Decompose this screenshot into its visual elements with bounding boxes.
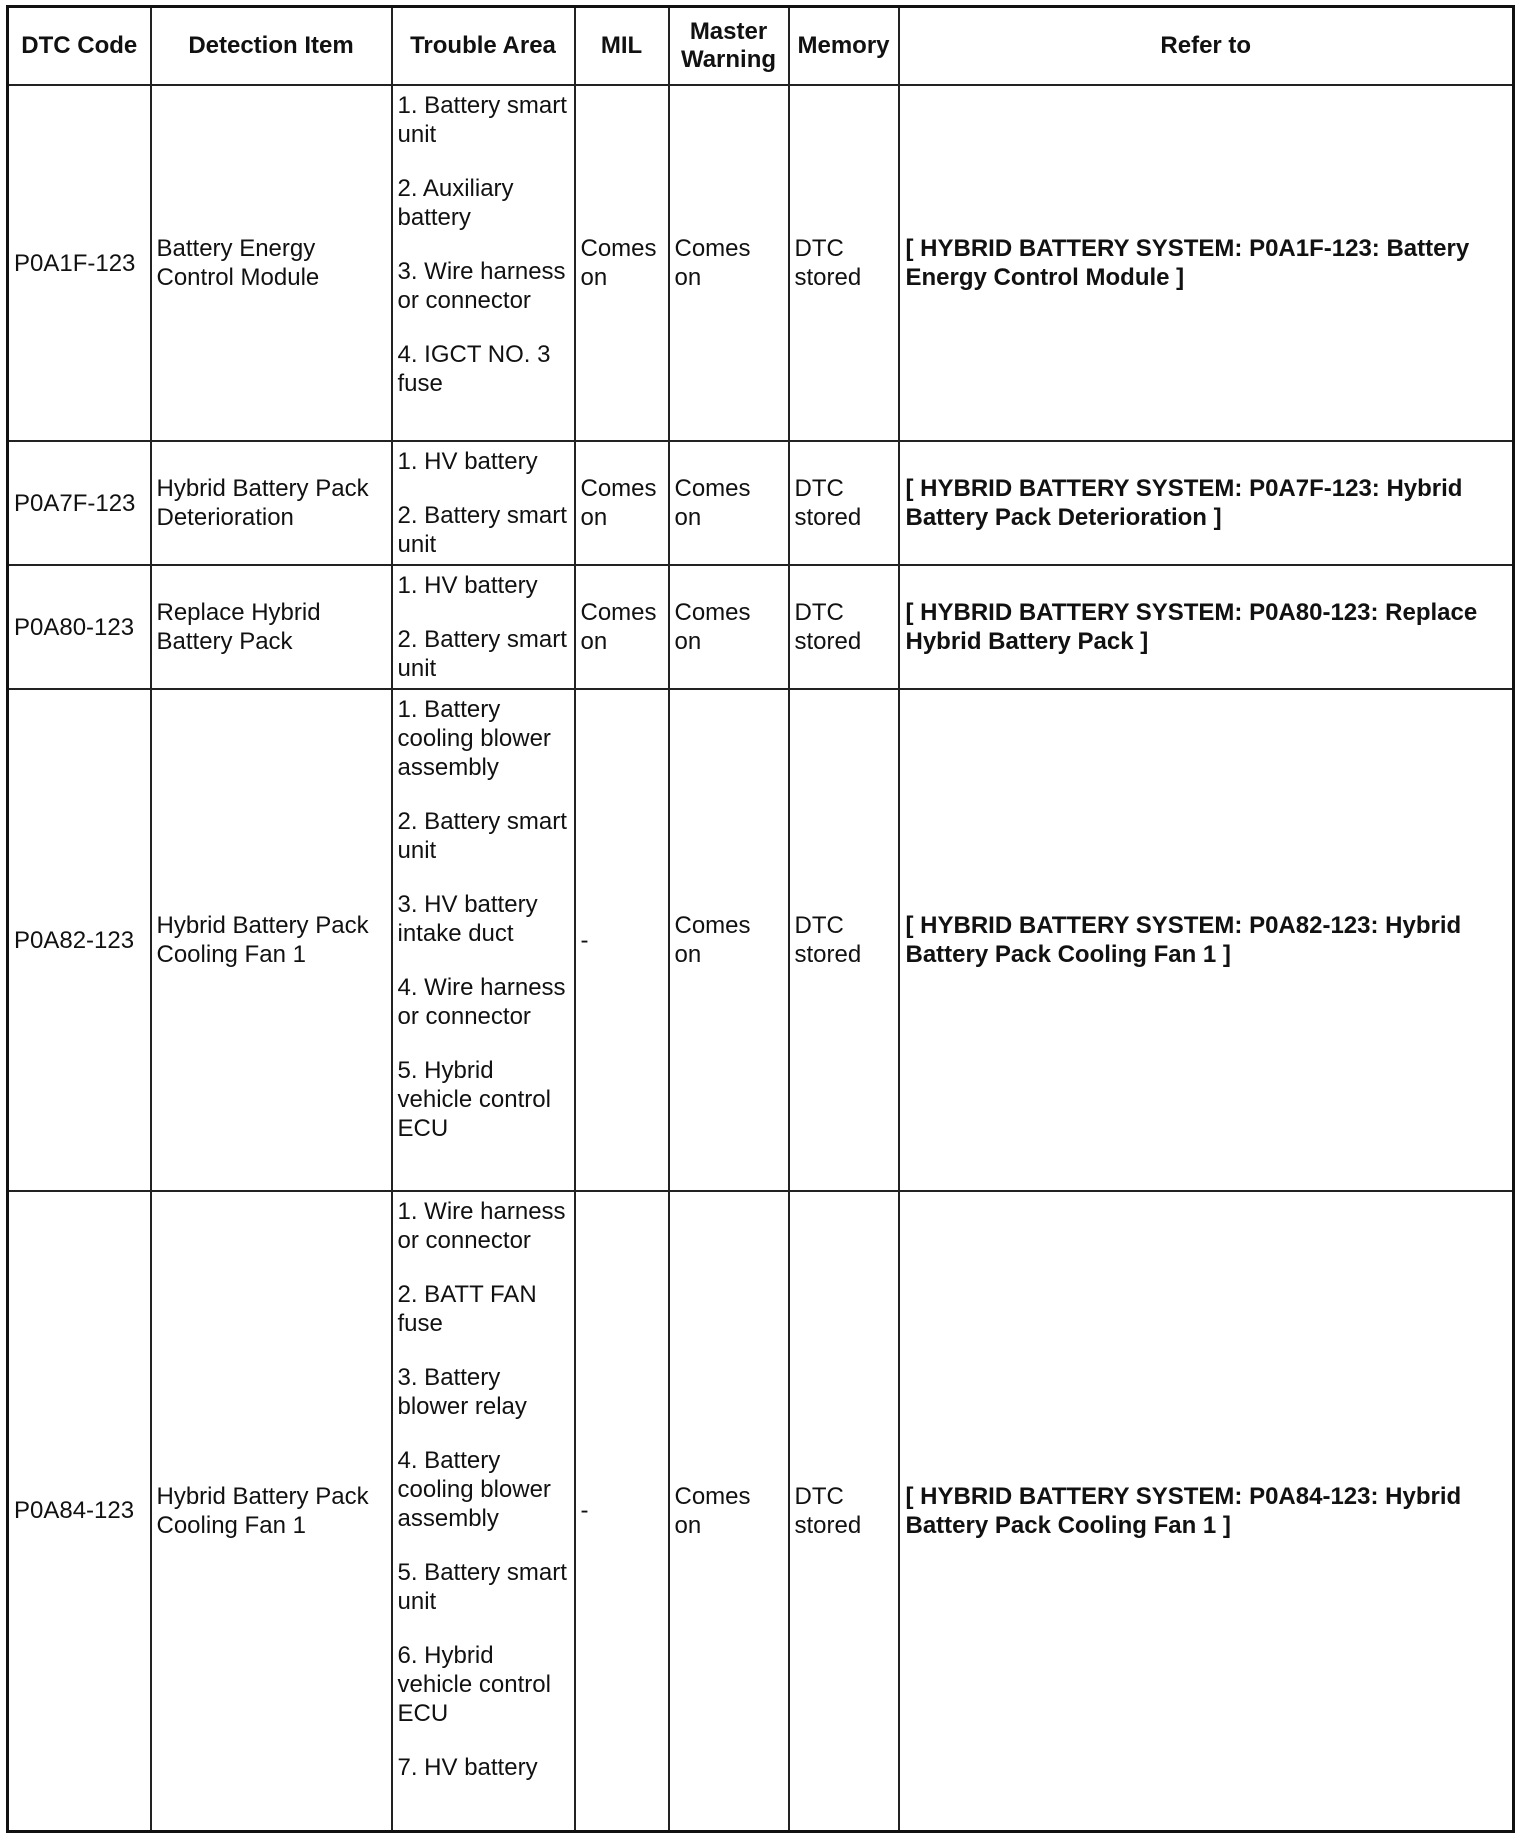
trouble-area-item: 2. Battery smart unit	[397, 502, 567, 558]
memory-cell: DTC stored	[789, 565, 899, 689]
trouble-area-item: 7. HV battery	[397, 1754, 538, 1781]
trouble-area-item: 1. HV battery	[397, 448, 538, 475]
trouble-area-cell	[392, 85, 575, 441]
memory-cell: DTC stored	[789, 441, 899, 565]
trouble-area-item: 6. Hybrid vehicle control ECU	[397, 1642, 551, 1727]
table-row	[8, 85, 1514, 441]
header-mil: MIL	[575, 7, 669, 86]
refer-to-link[interactable]: [ HYBRID BATTERY SYSTEM: P0A84-123: Hybrid Battery Pack Cooling Fan 1 ]	[899, 1191, 1514, 1831]
trouble-area-cell	[392, 441, 575, 565]
trouble-area-item: 4. Wire harness or connector	[397, 974, 566, 1030]
trouble-area-item: 1. Wire harness or connector	[397, 1198, 566, 1254]
memory-cell: DTC stored	[789, 85, 899, 441]
dtc-code-cell: P0A80-123	[8, 565, 151, 689]
dtc-code-cell: P0A7F-123	[8, 441, 151, 565]
master-warning-cell: Comes on	[669, 441, 789, 565]
detection-item-cell: Replace Hybrid Battery Pack	[151, 565, 392, 689]
header-memory: Memory	[789, 7, 899, 86]
dtc-table	[6, 5, 1515, 1833]
refer-to-link[interactable]: [ HYBRID BATTERY SYSTEM: P0A1F-123: Battery Energy Control Module ]	[899, 85, 1514, 441]
header-dtc-code: DTC Code	[8, 7, 151, 86]
master-warning-cell: Comes on	[669, 689, 789, 1191]
trouble-area-item: 5. Hybrid vehicle control ECU	[397, 1057, 551, 1142]
refer-to-link[interactable]: [ HYBRID BATTERY SYSTEM: P0A82-123: Hybrid Battery Pack Cooling Fan 1 ]	[899, 689, 1514, 1191]
mil-cell: Comes on	[575, 565, 669, 689]
mil-cell: -	[575, 689, 669, 1191]
table-row	[8, 689, 1514, 1191]
dtc-code-cell: P0A1F-123	[8, 85, 151, 441]
memory-cell: DTC stored	[789, 689, 899, 1191]
dtc-code-cell: P0A82-123	[8, 689, 151, 1191]
mil-cell: Comes on	[575, 85, 669, 441]
header-master-warning: Master Warning	[669, 7, 789, 86]
trouble-area-item: 3. Battery blower relay	[397, 1364, 527, 1420]
master-warning-cell: Comes on	[669, 85, 789, 441]
trouble-area-item: 4. IGCT NO. 3 fuse	[397, 341, 551, 397]
trouble-area-item: 2. Battery smart unit	[397, 808, 567, 864]
trouble-area-item: 1. Battery smart unit	[397, 92, 567, 148]
detection-item-cell: Hybrid Battery Pack Cooling Fan 1	[151, 1191, 392, 1831]
trouble-area-item: 2. Auxiliary battery	[397, 175, 514, 231]
table-row	[8, 441, 1514, 565]
trouble-area-item: 5. Battery smart unit	[397, 1559, 567, 1615]
header-trouble-area: Trouble Area	[392, 7, 575, 86]
dtc-code-cell: P0A84-123	[8, 1191, 151, 1831]
trouble-area-item: 1. Battery cooling blower assembly	[397, 696, 551, 781]
detection-item-cell: Hybrid Battery Pack Cooling Fan 1	[151, 689, 392, 1191]
trouble-area-cell	[392, 565, 575, 689]
master-warning-cell: Comes on	[669, 1191, 789, 1831]
table-row	[8, 565, 1514, 689]
memory-cell: DTC stored	[789, 1191, 899, 1831]
trouble-area-item: 3. HV battery intake duct	[397, 891, 538, 947]
trouble-area-cell	[392, 1191, 575, 1831]
header-row	[8, 7, 1514, 86]
detection-item-cell: Hybrid Battery Pack Deterioration	[151, 441, 392, 565]
trouble-area-item: 2. BATT FAN fuse	[397, 1281, 537, 1337]
trouble-area-item: 2. Battery smart unit	[397, 626, 567, 682]
mil-cell: Comes on	[575, 441, 669, 565]
header-detection-item: Detection Item	[151, 7, 392, 86]
trouble-area-item: 4. Battery cooling blower assembly	[397, 1447, 551, 1532]
dtc-table-container	[6, 5, 1512, 1833]
trouble-area-cell	[392, 689, 575, 1191]
trouble-area-item: 1. HV battery	[397, 572, 538, 599]
refer-to-link[interactable]: [ HYBRID BATTERY SYSTEM: P0A7F-123: Hybrid Battery Pack Deterioration ]	[899, 441, 1514, 565]
mil-cell: -	[575, 1191, 669, 1831]
table-row	[8, 1191, 1514, 1831]
master-warning-cell: Comes on	[669, 565, 789, 689]
refer-to-link[interactable]: [ HYBRID BATTERY SYSTEM: P0A80-123: Replace Hybrid Battery Pack ]	[899, 565, 1514, 689]
detection-item-cell: Battery Energy Control Module	[151, 85, 392, 441]
header-refer-to: Refer to	[899, 7, 1514, 86]
trouble-area-item: 3. Wire harness or connector	[397, 258, 566, 314]
